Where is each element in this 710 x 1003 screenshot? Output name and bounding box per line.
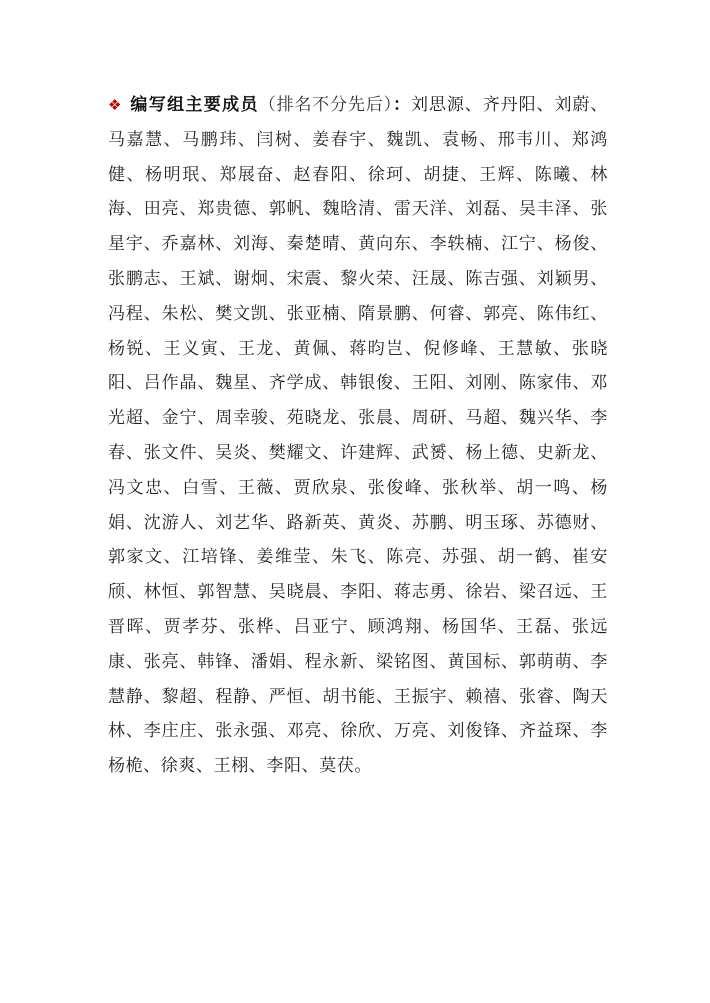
member-paragraph bbox=[108, 88, 608, 784]
ranking-note: （排名不分先后） bbox=[258, 95, 394, 115]
diamond-bullet-icon: ❖ bbox=[108, 96, 123, 114]
member-list: 刘思源、齐丹阳、刘蔚、马嘉慧、马鹏玮、闫树、姜春宇、魏凯、袁畅、邢韦川、郑鸿健、杨明珉、郑展奋、赵春阳、徐珂、胡捷、王辉、陈曦、林海、田亮、郑贵德、郭帆、魏晗清、雷天洋、刘磊、吴丰泽、张星宇、乔嘉林、刘海、秦楚晴、黄向东、李轶楠、江宁、杨俊、张鹏志、王斌、谢炯、宋震、黎火荣、汪晟、陈吉强、刘颖男、冯程、朱松、樊文凯、张亚楠、隋景鹏、何睿、郭亮、陈伟红、杨锐、王义寅、王龙、黄佩、蒋昀岂、倪修峰、王慧敏、张晓阳、吕作晶、魏星、齐学成、韩银俊、王阳、刘刚、陈家伟、邓光超、金宁、周幸骏、苑晓龙、张晨、周研、马超、魏兴华、李春、张文件、吴炎、樊耀文、许建辉、武赟、杨上德、史新龙、冯文忠、白雪、王薇、贾欣泉、张俊峰、张秋举、胡一鸣、杨娟、沈游人、刘艺华、路新英、黄炎、苏鹏、明玉琢、苏德财、郭家文、江培锋、姜维莹、朱飞、陈亮、苏强、胡一鹤、崔安颀、林恒、郭智慧、吴晓晨、李阳、蒋志勇、徐岩、梁召远、王晋晖、贾孝芬、张桦、吕亚宁、顾鸿翔、杨国华、王磊、张远康、张亮、韩锋、潘娟、程永新、梁铭图、黄国标、郭萌萌、李慧静、黎超、程静、严恒、胡书能、王振宇、赖禧、张睿、陶天林、李庄庄、张永强、邓亮、徐欣、万亮、刘俊锋、齐益琛、李杨桅、徐爽、王栩、李阳、莫茯。 bbox=[108, 95, 608, 777]
section-heading: 编写组主要成员 bbox=[130, 95, 259, 115]
heading-colon: ： bbox=[393, 95, 411, 115]
